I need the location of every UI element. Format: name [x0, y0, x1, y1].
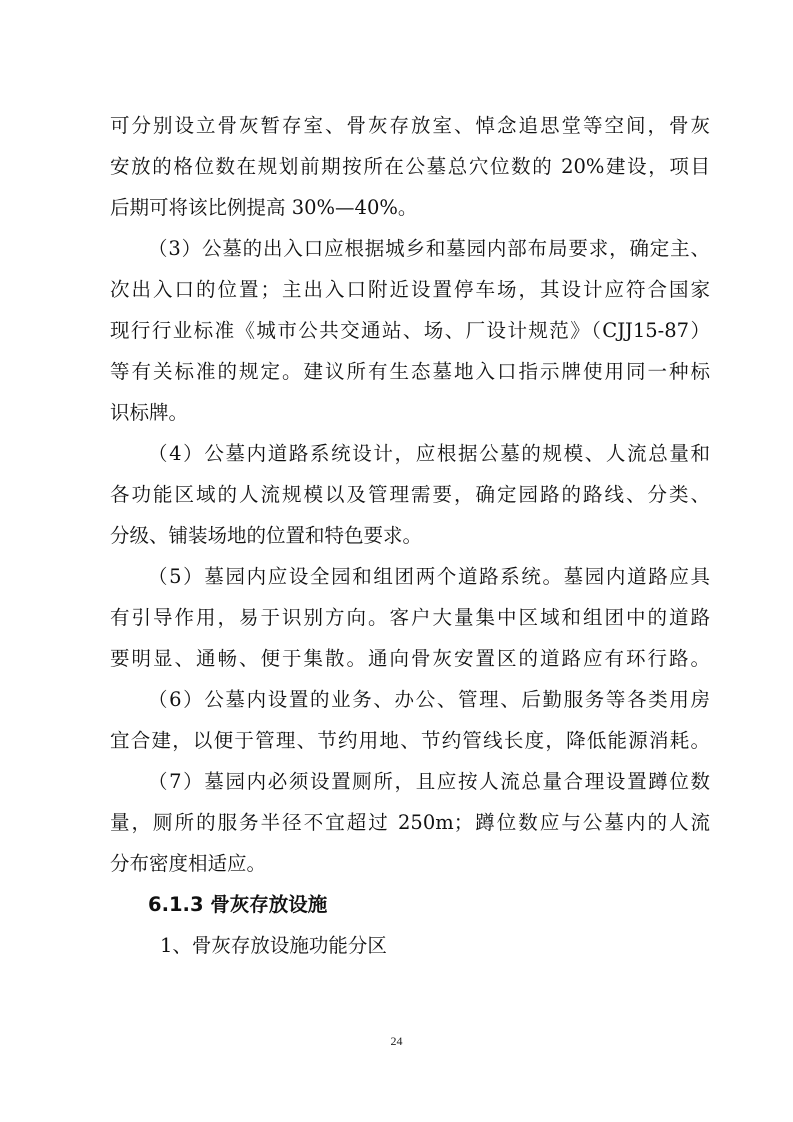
text-line: （3）公墓的出入口应根据城乡和墓园内部布局要求，确定主、 [148, 237, 710, 260]
text-line: 可分别设立骨灰暂存室、骨灰存放室、悼念追思堂等空间，骨灰 [110, 114, 710, 137]
text-line: 分级、铺装场地的位置和特色要求。 [110, 524, 423, 547]
text-line: 识标牌。 [110, 401, 189, 424]
text-line: （7）墓园内必须设置厕所，且应按人流总量合理设置蹲位数 [148, 770, 710, 793]
text-line: 分布密度相适应。 [110, 852, 267, 875]
text-line: 安放的格位数在规划前期按所在公墓总穴位数的 20%建设，项目 [110, 155, 710, 178]
text-line: 有引导作用，易于识别方向。客户大量集中区域和组团中的道路 [110, 606, 710, 629]
text-line: 后期可将该比例提高 30%—40%。 [110, 196, 418, 219]
text-line: 要明显、通畅、便于集散。通向骨灰安置区的道路应有环行路。 [110, 647, 710, 670]
text-line: 等有关标准的规定。建议所有生态墓地入口指示牌使用同一种标 [110, 360, 710, 383]
section-heading: 6.1.3 骨灰存放设施 [148, 893, 328, 916]
text-line: 次出入口的位置；主出入口附近设置停车场，其设计应符合国家 [110, 278, 710, 301]
text-line: 量，厕所的服务半径不宜超过 250m；蹲位数应与公墓内的人流 [110, 811, 710, 834]
page-number: 24 [390, 1034, 403, 1048]
text-line: （4）公墓内道路系统设计，应根据公墓的规模、人流总量和 [148, 442, 710, 465]
text-line: 宜合建，以便于管理、节约用地、节约管线长度，降低能源消耗。 [110, 729, 710, 752]
text-line: 各功能区域的人流规模以及管理需要，确定园路的路线、分类、 [110, 483, 710, 506]
text-line: 现行行业标准《城市公共交通站、场、厂设计规范》（CJJ15-87） [110, 319, 710, 342]
sub-item-heading: 1、骨灰存放设施功能分区 [160, 934, 387, 957]
text-line: （6）公墓内设置的业务、办公、管理、后勤服务等各类用房 [148, 688, 710, 711]
text-line: （5）墓园内应设全园和组团两个道路系统。墓园内道路应具 [148, 565, 710, 588]
